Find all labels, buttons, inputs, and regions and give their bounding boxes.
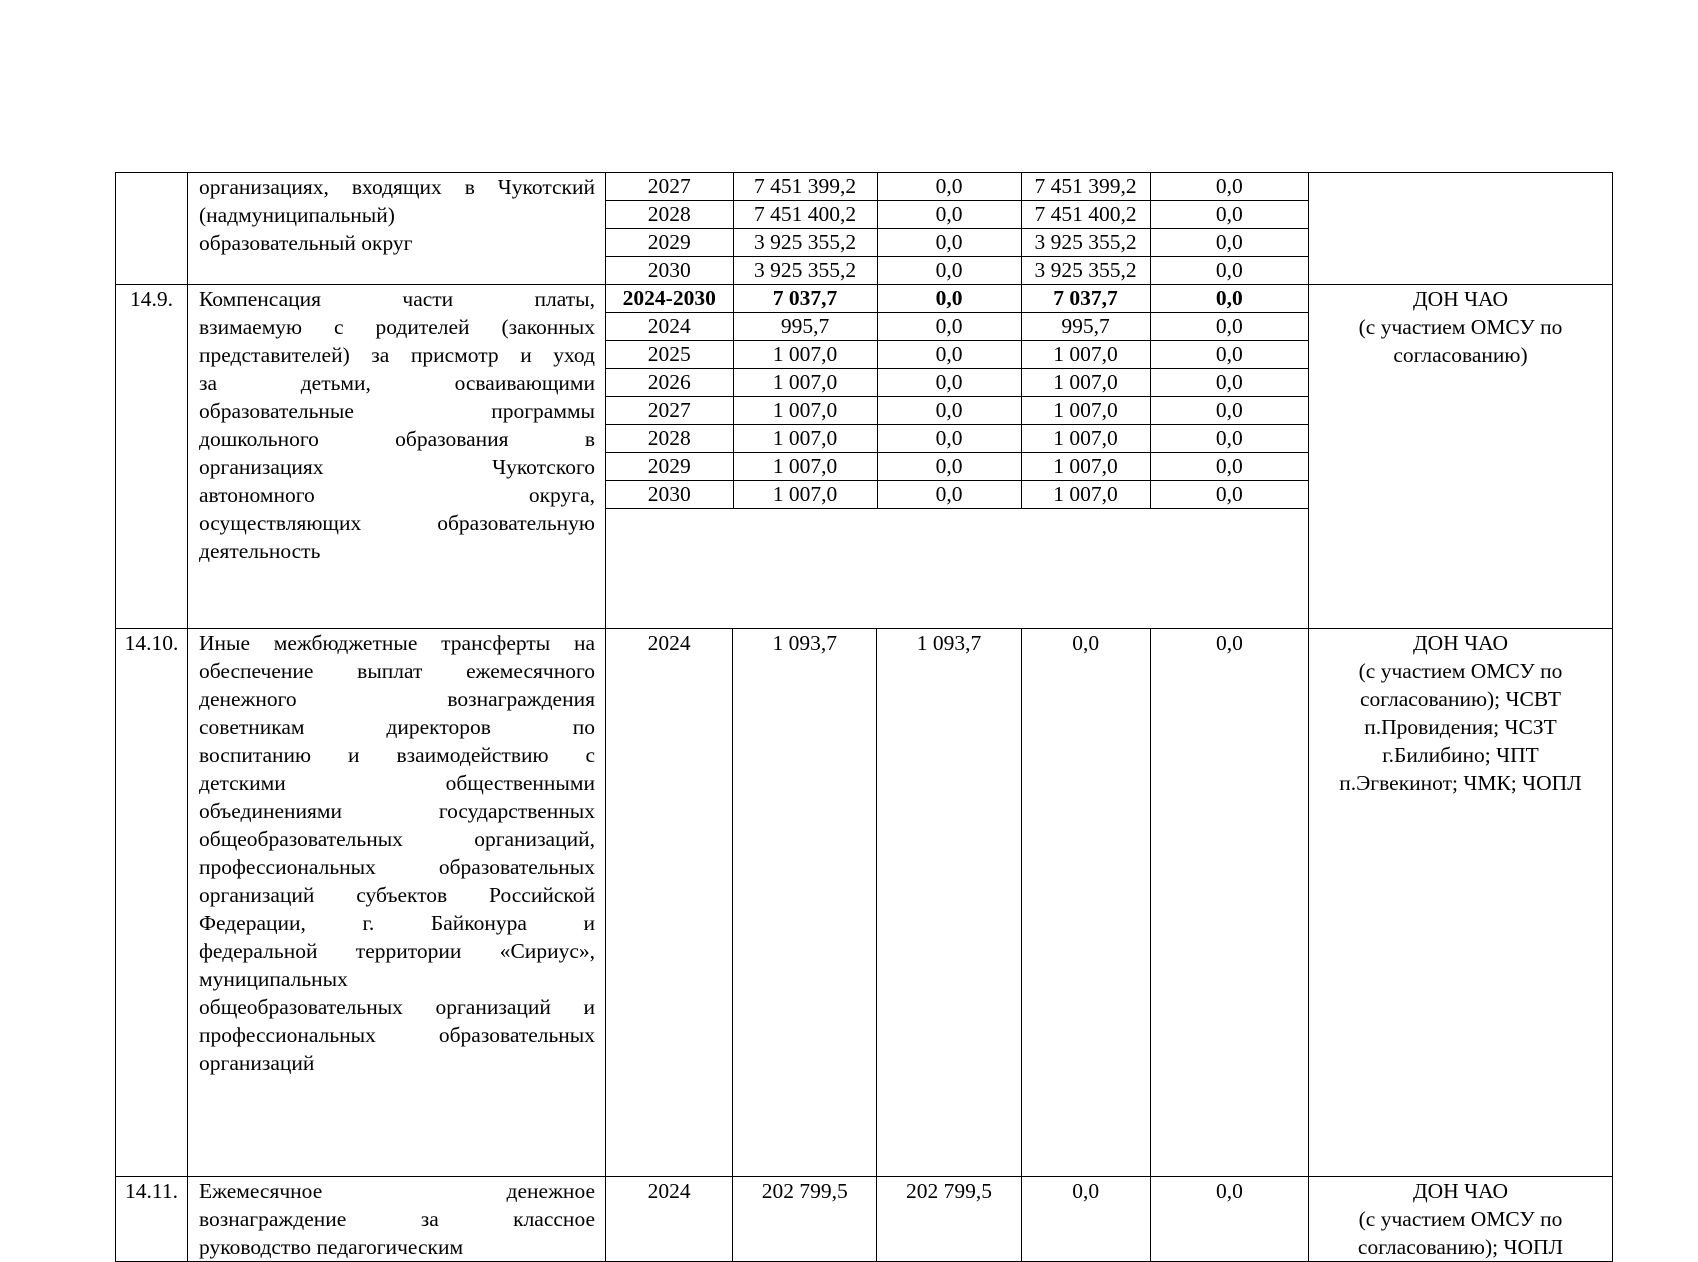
funding-year: 2030: [647, 258, 691, 282]
funding-reg: 0,0: [1021, 1177, 1150, 1262]
funding-fed: 0,0: [877, 229, 1021, 257]
responsible-executor: [1309, 173, 1613, 285]
funding-total: 7 451 400,2: [733, 201, 877, 229]
item-description: [188, 173, 606, 285]
responsible-executor: [1309, 285, 1613, 629]
description-line: представителей) за присмотр и уход: [199, 343, 595, 367]
funding-other: 0,0: [1150, 285, 1308, 313]
responsible-line: п.Эгвекинот; ЧМК; ЧОПЛ: [1339, 771, 1582, 795]
description-line: Компенсация части платы,: [199, 287, 595, 311]
funding-other: 0,0: [1150, 1177, 1308, 1262]
funding-fed: 1 093,7: [877, 629, 1021, 1177]
funding-block: [606, 285, 1309, 629]
funding-row: [606, 229, 1308, 257]
description-line: Иные межбюджетные трансферты на: [199, 631, 595, 655]
item-number: 14.9.: [116, 285, 188, 629]
item-description: [188, 285, 606, 629]
funding-row: [606, 425, 1308, 453]
funding-table: [606, 173, 1308, 284]
description-line: Ежемесячное денежное: [199, 1179, 595, 1203]
funding-row: [606, 397, 1308, 425]
funding-fed: 0,0: [877, 369, 1021, 397]
funding-row: [606, 285, 1308, 313]
description-line: образовательный округ: [199, 231, 413, 255]
funding-other: 0,0: [1150, 173, 1308, 201]
description-line: советникам директоров по: [199, 715, 595, 739]
funding-other: 0,0: [1150, 369, 1308, 397]
budget-table: [115, 172, 1613, 1262]
description-line: муниципальных: [199, 967, 348, 991]
funding-reg: 0,0: [1021, 629, 1150, 1177]
funding-total: 1 007,0: [733, 341, 877, 369]
funding-other: 0,0: [1150, 341, 1308, 369]
funding-reg: 7 451 399,2: [1021, 173, 1150, 201]
funding-block: [606, 173, 1309, 285]
funding-fed: 202 799,5: [877, 1177, 1021, 1262]
funding-total: 1 007,0: [733, 369, 877, 397]
description-line: деятельность: [199, 539, 321, 563]
funding-total: 1 007,0: [733, 397, 877, 425]
description-line: профессиональных образовательных: [199, 1023, 595, 1047]
description-line: организациях Чукотского: [199, 455, 595, 479]
funding-year: 2028: [606, 201, 733, 229]
funding-year: 2026: [606, 369, 733, 397]
description-line: Федерации, г. Байконура и: [199, 911, 595, 935]
item-number: 14.11.: [116, 1177, 188, 1262]
table-row: [116, 629, 1613, 1177]
funding-year: 2024: [606, 1177, 733, 1262]
responsible-line: (с участием ОМСУ по: [1358, 315, 1563, 339]
funding-table: [606, 285, 1308, 509]
description-line: осуществляющих образовательную: [199, 511, 595, 535]
description-line: дошкольного образования в: [199, 427, 595, 451]
funding-reg: 1 007,0: [1021, 481, 1150, 509]
responsible-line: г.Билибино; ЧПТ: [1382, 743, 1539, 767]
funding-other: 0,0: [1150, 397, 1308, 425]
description-line: автономного округа,: [199, 483, 595, 507]
funding-fed: 0,0: [877, 453, 1021, 481]
table-row: [116, 285, 1613, 629]
table-row: [116, 1177, 1613, 1262]
funding-total: 7 037,7: [733, 285, 877, 313]
funding-year: 2024: [606, 313, 733, 341]
budget-table-page: [115, 172, 1613, 1262]
funding-fed: 0,0: [877, 341, 1021, 369]
responsible-line: согласованию); ЧСВТ: [1359, 687, 1562, 711]
funding-reg: 7 451 400,2: [1021, 201, 1150, 229]
funding-other: 0,0: [1150, 453, 1308, 481]
funding-year: 2024-2030: [606, 285, 733, 313]
description-line: образовательные программы: [199, 399, 595, 423]
funding-year: 2028: [606, 425, 733, 453]
funding-fed: 0,0: [877, 397, 1021, 425]
description-line: общеобразовательных организаций,: [199, 827, 595, 851]
description-line: (надмуниципальный): [199, 203, 395, 227]
description-line: денежного вознаграждения: [199, 687, 595, 711]
description-line: за детьми, осваивающими: [199, 371, 595, 395]
funding-fed: 0,0: [877, 285, 1021, 313]
funding-year: 2025: [606, 341, 733, 369]
description-line: федеральной территории «Сириус»,: [199, 939, 595, 963]
funding-other: 0,0: [1150, 201, 1308, 229]
funding-row: [606, 481, 1308, 509]
description-line: организаций субъектов Российской: [199, 883, 595, 907]
responsible-line: ДОН ЧАО: [1412, 1179, 1509, 1203]
funding-fed: 0,0: [877, 313, 1021, 341]
funding-total: 1 093,7: [733, 629, 877, 1177]
funding-row: [606, 201, 1308, 229]
funding-total: 3 925 355,2: [733, 257, 877, 285]
funding-row: [606, 341, 1308, 369]
funding-total: 1 007,0: [733, 453, 877, 481]
funding-fed: 0,0: [877, 257, 1021, 285]
funding-year: 2029: [606, 453, 733, 481]
funding-row: [606, 173, 1308, 201]
funding-reg: 3 925 355,2: [1021, 229, 1150, 257]
funding-year: 2030: [606, 481, 733, 509]
responsible-line: ДОН ЧАО: [1412, 287, 1509, 311]
funding-reg: 1 007,0: [1021, 425, 1150, 453]
description-line: организациях, входящих в Чукотский: [199, 175, 595, 199]
funding-total: 1 007,0: [733, 425, 877, 453]
funding-year: 2027: [606, 397, 733, 425]
responsible-line: согласованию); ЧОПЛ: [1357, 1235, 1564, 1259]
description-line: профессиональных образовательных: [199, 855, 595, 879]
funding-year: 2024: [606, 629, 733, 1177]
funding-other: 0,0: [1150, 257, 1308, 285]
description-line: взимаемую с родителей (законных: [199, 315, 595, 339]
funding-reg: 1 007,0: [1021, 453, 1150, 481]
funding-reg: 3 925 355,2: [1021, 257, 1150, 285]
responsible-line: п.Провидения; ЧСЗТ: [1364, 715, 1557, 739]
description-line: организаций: [199, 1051, 315, 1075]
funding-total: 202 799,5: [733, 1177, 877, 1262]
funding-total: 7 451 399,2: [733, 173, 877, 201]
funding-total: 995,7: [733, 313, 877, 341]
funding-reg: 995,7: [1021, 313, 1150, 341]
description-line: воспитанию и взаимодействию с: [199, 743, 595, 767]
description-line: обеспечение выплат ежемесячного: [199, 659, 595, 683]
funding-year: 2029: [606, 229, 733, 257]
funding-row: [606, 313, 1308, 341]
funding-fed: 0,0: [877, 481, 1021, 509]
table-row: [116, 173, 1613, 285]
responsible-line: ДОН ЧАО: [1412, 631, 1509, 655]
funding-year: 2027: [606, 173, 733, 201]
description-line: руководство педагогическим: [199, 1235, 464, 1259]
funding-fed: 0,0: [877, 425, 1021, 453]
description-line: детскими общественными: [199, 771, 595, 795]
funding-total: 3 925 355,2: [733, 229, 877, 257]
funding-reg: 1 007,0: [1021, 397, 1150, 425]
funding-fed: 0,0: [877, 201, 1021, 229]
responsible-line: (с участием ОМСУ по: [1358, 659, 1563, 683]
funding-reg: 1 007,0: [1021, 341, 1150, 369]
description-line: объединениями государственных: [199, 799, 595, 823]
description-line: вознаграждение за классное: [199, 1207, 595, 1231]
funding-row: [606, 257, 1308, 285]
responsible-executor: [1309, 1177, 1613, 1262]
funding-reg: 7 037,7: [1021, 285, 1150, 313]
responsible-line: согласованию): [1393, 343, 1528, 367]
funding-row: [606, 453, 1308, 481]
funding-other: 0,0: [1150, 629, 1308, 1177]
item-number: [116, 173, 188, 285]
funding-other: 0,0: [1150, 481, 1308, 509]
responsible-line: (с участием ОМСУ по: [1358, 1207, 1563, 1231]
funding-other: 0,0: [1150, 425, 1308, 453]
funding-other: 0,0: [1150, 313, 1308, 341]
funding-row: [606, 369, 1308, 397]
funding-reg: 1 007,0: [1021, 369, 1150, 397]
funding-fed: 0,0: [877, 173, 1021, 201]
funding-total: 1 007,0: [733, 481, 877, 509]
responsible-executor: [1309, 629, 1613, 1177]
item-description: [188, 629, 606, 1177]
item-number: 14.10.: [116, 629, 188, 1177]
description-line: общеобразовательных организаций и: [199, 995, 595, 1019]
item-description: [188, 1177, 606, 1262]
funding-other: 0,0: [1150, 229, 1308, 257]
